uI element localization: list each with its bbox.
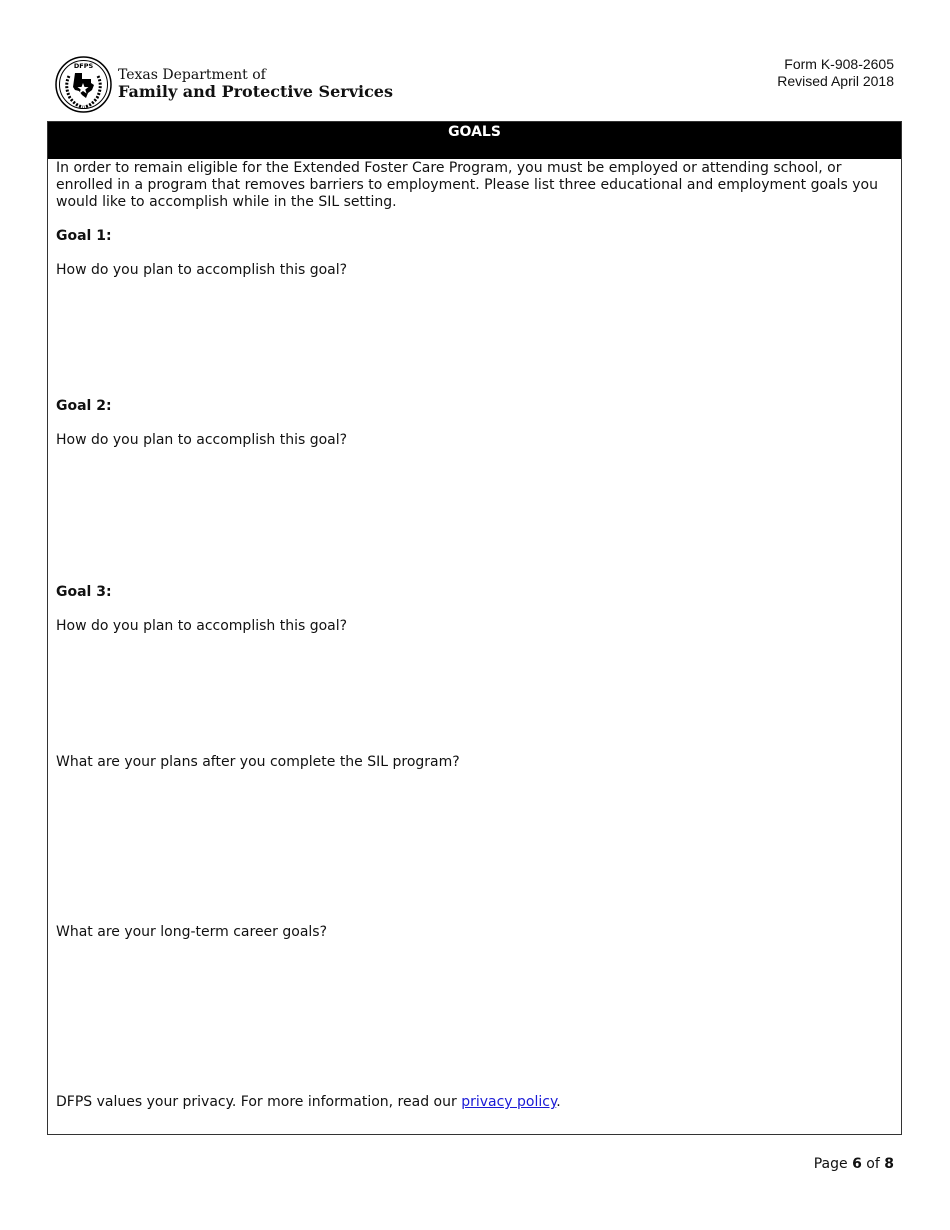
form-revision: Revised April 2018 [777,73,894,89]
privacy-policy-link[interactable]: privacy policy [461,1094,557,1110]
goal2-question: How do you plan to accomplish this goal? [56,432,348,448]
page-label: Page [813,1156,848,1172]
page-current: 6 [852,1156,862,1172]
section-title: GOALS [48,122,901,159]
privacy-notice [56,1094,561,1111]
goal3-label: Goal 3: [56,584,112,600]
plans-question: What are your plans after you complete the SIL program? [56,754,460,770]
svg-text:DFPS: DFPS [73,62,94,70]
intro-text: In order to remain eligible for the Extended Foster Care Program, you must be employed or attending school, or enrolled in a program that removes barriers to employment. Please list three educational and employment goals you would like to accomplish while in the SIL setting. [56,160,878,210]
page-number [814,1156,894,1172]
agency-name-line2: Family and Protective Services [118,82,393,102]
privacy-text: DFPS values your privacy. For more information, read our [56,1094,462,1110]
career-question: What are your long-term career goals? [56,924,328,940]
dfps-logo [55,56,393,113]
goal1-question: How do you plan to accomplish this goal? [56,262,348,278]
goals-section [47,121,902,1135]
page-total: 8 [884,1156,894,1172]
page-of: of [866,1156,880,1172]
form-number: Form K-908-2605 [784,56,894,72]
privacy-period: . [556,1094,561,1110]
dfps-seal-icon [55,56,112,113]
goal1-label: Goal 1: [56,228,112,244]
goal3-question: How do you plan to accomplish this goal? [56,618,348,634]
form-identifier [777,56,894,90]
agency-name-line1: Texas Department of [118,67,266,84]
goal2-label: Goal 2: [56,398,112,414]
